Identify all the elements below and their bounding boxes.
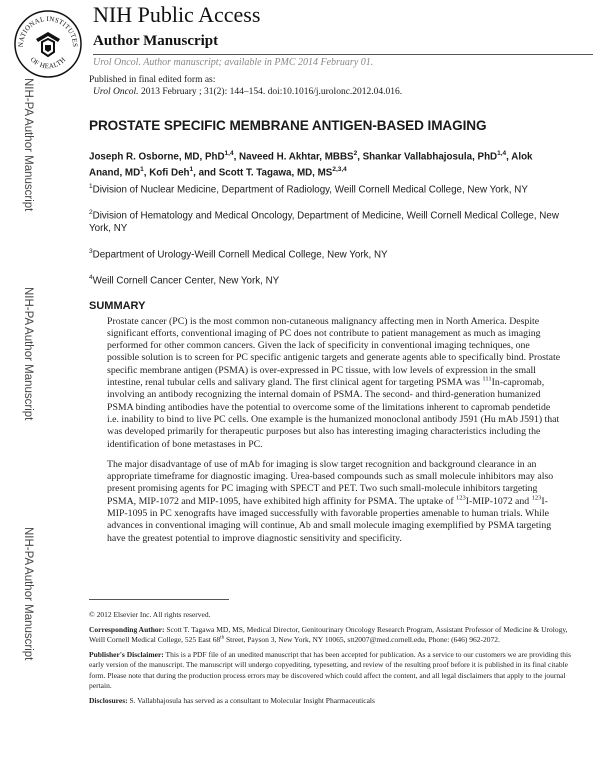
publisher-disclaimer-label: Publisher's Disclaimer: [89, 649, 164, 659]
author-affil-sup: 1,4 [224, 150, 234, 157]
isotope-sup: 123 [456, 494, 466, 502]
header-divider [93, 54, 593, 55]
summary-heading: SUMMARY [89, 299, 146, 312]
summary-text: The major disadvantage of use of mAb for imaging is slow target recognition and background clearance in an appropriate timeframe for diagnostic imaging. Urea-based compounds such as small molecule inhibitors may also present promising agents for PC imaging with SPECT and PET. Two such small-molecule inhibitors targeting PSMA, MIP-1072 and MIP-1095, have exhibited high affinity for PSMA. The uptake of [107, 458, 554, 507]
author-separator: , and [193, 167, 219, 179]
corresponding-author-note [89, 625, 574, 646]
svg-text:NATIONAL INSTITUTES: NATIONAL INSTITUTES [16, 14, 80, 48]
author-name: Joseph R. Osborne, MD, PhD [89, 151, 225, 163]
citation-details: 2013 February ; 31(2): 144–154. doi:10.1016/j.urolonc.2012.04.016. [138, 87, 403, 97]
corresponding-author-label: Corresponding Author: [89, 624, 165, 634]
disclosures-label: Disclosures: [89, 695, 128, 705]
citation-line [93, 87, 402, 97]
author-separator: , [506, 151, 512, 163]
summary-text: I-MIP-1095 in PC xenografts have imaged successfully with favorable properties amenable to human trials. While advances in conventional imaging will continue, Ab and small molecule imaging exemplified by PSMA targeting have the greatest potential to improve diagnostic sensitivity and specificity. [107, 495, 552, 544]
disclosures-text: S. Vallabhajosula has served as a consultant to Molecular Insight Pharmaceuticals [127, 695, 375, 705]
author-affil-sup: 1 [189, 166, 194, 174]
author-manuscript-label: Author Manuscript [93, 33, 219, 49]
affiliation-text: Division of Nuclear Medicine, Department of Radiology, Weill Cornell Medical College, New York, NY [92, 183, 528, 195]
article-body [89, 118, 564, 553]
nih-logo [12, 6, 84, 78]
affiliation-number: 1 [89, 182, 93, 190]
author-affil-sup: 1 [140, 166, 144, 174]
nih-public-access-title: NIH Public Access [93, 2, 261, 27]
author-separator: , [233, 151, 240, 163]
isotope-sup: 111 [482, 375, 492, 383]
summary-paragraph-2 [89, 459, 564, 545]
pmc-availability-note: Urol Oncol. Author manuscript; available in PMC 2014 February 01. [93, 57, 374, 68]
publisher-disclaimer-text: This is a PDF file of an unedited manuscript that has been accepted for publication. As a service to our customers we are providing this early version of the manuscript. The manuscript will undergo copyediting, typesetting, and review of the resulting proof before it is published in its final citable form. Please note that during the production process errors may be discovered which could affect the content, and all legal disclaimers that apply to the journal pertain. [89, 649, 572, 690]
author-affil-sup: 1,4 [497, 150, 507, 157]
published-form-label: Published in final edited form as: [89, 75, 216, 85]
affiliation [89, 206, 564, 235]
affiliation [89, 245, 564, 261]
svg-text:OF HEALTH: OF HEALTH [28, 55, 68, 71]
author-name: Alok Anand, MD [89, 151, 533, 179]
journal-name: Urol Oncol. [93, 87, 139, 97]
author-separator: , [357, 151, 363, 163]
author-name: Shankar Vallabhajosula, PhD [362, 151, 498, 163]
author-name: Scott T. Tagawa, MD, MS [218, 167, 333, 179]
footnote-divider [89, 599, 229, 600]
author-affil-sup: 2,3,4 [332, 166, 347, 174]
author-affil-sup: 2 [353, 150, 358, 157]
affiliation-text: Weill Cornell Cancer Center, New York, NY [92, 275, 280, 287]
eagle-emblem-icon [36, 32, 60, 56]
copyright-note: © 2012 Elsevier Inc. All rights reserved. [89, 610, 211, 619]
affiliation [89, 180, 564, 196]
affiliation-number: 3 [89, 248, 93, 256]
side-label-bottom: NIH-PA Author Manuscript [22, 527, 34, 661]
summary-text: Prostate cancer (PC) is the most common non-cutaneous malignancy affecting men in North America. Despite significant efforts, conventional imaging of PC does not contribute to patient management as much as imaging performed for other common cancers. Given the lack of specificity in conventional imaging techniques, one possible solution is to screen for PC specific antigenic targets and generate agents able to specifically bind. Prostate specific membrane antigen (PSMA) is over-expressed in PC tissue, with low levels of expression in the small intestine, renal tubular cells and salivary gland. The first clinical agent for targeting PSMA was [107, 315, 561, 389]
publisher-disclaimer [89, 650, 574, 692]
affiliation [89, 271, 564, 287]
affiliation-number: 4 [89, 274, 93, 282]
side-label-top: NIH-PA Author Manuscript [22, 78, 34, 212]
author-name: Kofi Deh [149, 167, 190, 179]
affiliation-text: Department of Urology-Weill Cornell Medical College, New York, NY [92, 249, 388, 261]
affiliation-number: 2 [89, 208, 93, 216]
summary-text: I-MIP-1072 and [465, 495, 532, 507]
author-name: Naveed H. Akhtar, MBBS [239, 151, 354, 163]
footnotes [89, 610, 574, 710]
summary-text: In-capromab, involving an antibody recognizing the internal domain of PSMA. The second- and third-generation humanized PSMA binding antibodies have the potential to overcome some of the limitations inherent to capromab pendetide i.e. inability to bind to live PC cells. One example is the humanized monoclonal antibody J591 (Hu mAb J591) that was developed primarily for therapeutic purposes but also has interesting imaging characteristics including the identification of bone metastases in PC. [107, 377, 560, 450]
author-list [89, 147, 564, 180]
corresponding-author-text: Scott T. Tagawa MD, MS, Medical Director, Genitourinary Oncology Research Program, Assistant Professor of Medicine & Urology, Weill Cornell Medical College, 525 East 68 [89, 624, 568, 644]
ordinal-sup: th [220, 635, 225, 641]
side-label-middle: NIH-PA Author Manuscript [22, 287, 34, 421]
disclosures [89, 696, 574, 707]
summary-paragraph-1 [89, 316, 564, 451]
article-title: PROSTATE SPECIFIC MEMBRANE ANTIGEN-BASED IMAGING [89, 118, 487, 133]
isotope-sup: 123 [531, 494, 542, 502]
corresponding-author-contact: Street, Payson 3, New York, NY 10065, stt2007@med.cornell.edu, Phone: (646) 962-2072. [224, 635, 500, 644]
affiliation-text: Division of Hematology and Medical Oncology, Department of Medicine, Weill Cornell Medical College, New York, NY [89, 210, 559, 235]
author-separator: , [143, 167, 150, 179]
